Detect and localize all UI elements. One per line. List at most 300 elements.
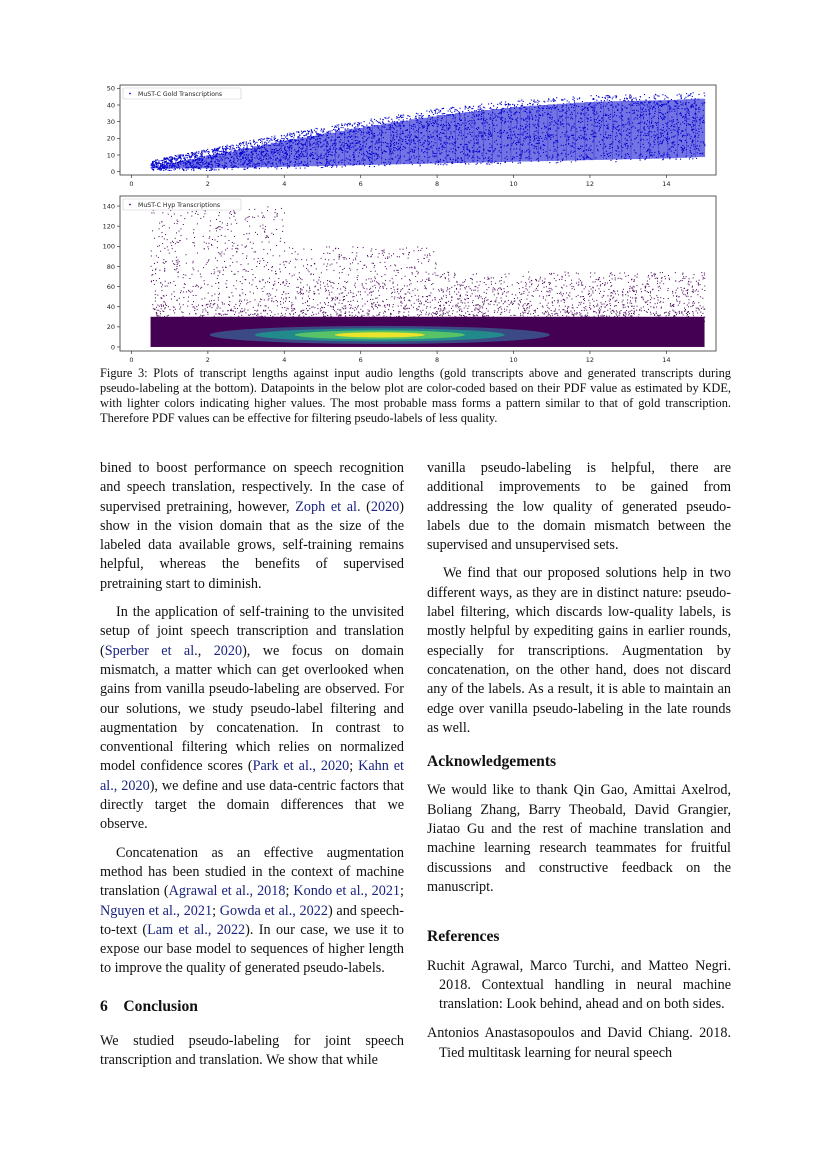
- data-point: [227, 145, 228, 146]
- data-point: [374, 265, 375, 266]
- data-point: [242, 142, 243, 143]
- density-cell: [298, 138, 308, 167]
- data-point: [591, 95, 592, 96]
- data-point: [401, 115, 402, 116]
- data-point: [327, 166, 328, 167]
- data-point: [397, 121, 398, 122]
- x-tick-label: 0: [129, 356, 134, 364]
- data-point: [582, 285, 583, 286]
- data-point: [217, 151, 218, 152]
- data-point: [167, 162, 168, 163]
- data-point: [222, 302, 223, 303]
- density-cell: [215, 154, 225, 169]
- data-point: [471, 290, 472, 291]
- data-point: [313, 314, 314, 315]
- data-point: [432, 274, 433, 275]
- data-point: [333, 270, 334, 271]
- data-point: [402, 319, 403, 320]
- data-point: [693, 301, 694, 302]
- data-point: [378, 122, 379, 123]
- x-tick-label: 2: [205, 180, 210, 188]
- data-point: [446, 312, 447, 313]
- data-point: [169, 309, 170, 310]
- data-point: [640, 96, 641, 97]
- data-point: [384, 165, 385, 166]
- data-point: [211, 300, 212, 301]
- data-point: [250, 301, 251, 302]
- data-point: [431, 284, 432, 285]
- data-point: [464, 319, 465, 320]
- data-point: [696, 308, 697, 309]
- data-point: [497, 163, 498, 164]
- data-point: [289, 313, 290, 314]
- data-point: [358, 320, 359, 321]
- data-point: [432, 283, 433, 284]
- data-point: [440, 164, 441, 165]
- data-point: [274, 136, 275, 137]
- data-point: [624, 100, 625, 101]
- data-point: [523, 291, 524, 292]
- data-point: [546, 312, 547, 313]
- data-point: [688, 95, 689, 96]
- data-point: [202, 153, 203, 154]
- data-point: [185, 155, 186, 156]
- data-point: [338, 127, 339, 128]
- density-cell: [169, 163, 179, 168]
- data-point: [448, 301, 449, 302]
- data-point: [565, 321, 566, 322]
- data-point: [627, 99, 628, 100]
- data-point: [519, 322, 520, 323]
- data-point: [152, 165, 153, 166]
- data-point: [177, 158, 178, 159]
- data-point: [507, 106, 508, 107]
- data-point: [613, 97, 614, 98]
- data-point: [388, 117, 389, 118]
- data-point: [686, 93, 687, 94]
- data-point: [211, 170, 212, 171]
- data-point: [286, 138, 287, 139]
- hyp-scatter-plot: [100, 193, 730, 368]
- data-point: [328, 305, 329, 306]
- data-point: [547, 101, 548, 102]
- data-point: [458, 299, 459, 300]
- data-point: [374, 119, 375, 120]
- data-point: [362, 125, 363, 126]
- data-point: [232, 245, 233, 246]
- data-point: [692, 320, 693, 321]
- data-point: [193, 169, 194, 170]
- data-point: [221, 153, 222, 154]
- data-point: [446, 297, 447, 298]
- data-point: [384, 262, 385, 263]
- data-point: [247, 168, 248, 169]
- data-point: [226, 149, 227, 150]
- data-point: [162, 162, 163, 163]
- data-point: [221, 151, 222, 152]
- data-point: [416, 113, 417, 114]
- data-point: [470, 107, 471, 108]
- data-point: [223, 151, 224, 152]
- data-point: [444, 113, 445, 114]
- data-point: [216, 150, 217, 151]
- data-point: [302, 313, 303, 314]
- data-point: [161, 308, 162, 309]
- data-point: [246, 143, 247, 144]
- data-point: [153, 162, 154, 163]
- data-point: [369, 166, 370, 167]
- data-point: [589, 293, 590, 294]
- data-point: [316, 322, 317, 323]
- data-point: [183, 304, 184, 305]
- data-point: [666, 312, 667, 313]
- data-point: [347, 128, 348, 129]
- data-point: [170, 160, 171, 161]
- data-point: [195, 157, 196, 158]
- density-cell: [695, 99, 705, 157]
- data-point: [199, 156, 200, 157]
- data-point: [182, 320, 183, 321]
- data-point: [574, 102, 575, 103]
- data-point: [294, 275, 295, 276]
- data-point: [428, 279, 429, 280]
- data-point: [501, 300, 502, 301]
- data-point: [556, 280, 557, 281]
- data-point: [593, 98, 594, 99]
- data-point: [476, 164, 477, 165]
- density-cell: [252, 146, 262, 167]
- data-point: [545, 318, 546, 319]
- data-point: [410, 118, 411, 119]
- data-point: [164, 268, 165, 269]
- data-point: [632, 315, 633, 316]
- data-point: [462, 111, 463, 112]
- data-point: [548, 315, 549, 316]
- data-point: [529, 277, 530, 278]
- data-point: [549, 290, 550, 291]
- data-point: [514, 105, 515, 106]
- data-point: [239, 144, 240, 145]
- data-point: [343, 308, 344, 309]
- data-point: [672, 291, 673, 292]
- data-point: [316, 133, 317, 134]
- data-point: [562, 295, 563, 296]
- data-point: [172, 261, 173, 262]
- data-point: [351, 305, 352, 306]
- data-point: [311, 131, 312, 132]
- data-point: [520, 313, 521, 314]
- data-point: [459, 284, 460, 285]
- data-point: [693, 92, 694, 93]
- data-point: [231, 224, 232, 225]
- data-point: [382, 250, 383, 251]
- data-point: [622, 291, 623, 292]
- data-point: [426, 272, 427, 273]
- data-point: [451, 108, 452, 109]
- data-point: [186, 238, 187, 239]
- data-point: [543, 307, 544, 308]
- data-point: [455, 109, 456, 110]
- data-point: [475, 305, 476, 306]
- data-point: [328, 290, 329, 291]
- data-point: [271, 298, 272, 299]
- data-point: [164, 225, 165, 226]
- data-point: [250, 140, 251, 141]
- data-point: [675, 272, 676, 273]
- data-point: [276, 245, 277, 246]
- data-point: [460, 108, 461, 109]
- data-point: [202, 156, 203, 157]
- data-point: [405, 318, 406, 319]
- data-point: [440, 111, 441, 112]
- data-point: [366, 125, 367, 126]
- data-point: [657, 283, 658, 284]
- data-point: [214, 272, 215, 273]
- data-point: [348, 301, 349, 302]
- data-point: [249, 315, 250, 316]
- data-point: [512, 162, 513, 163]
- data-point: [666, 96, 667, 97]
- data-point: [331, 130, 332, 131]
- data-point: [406, 118, 407, 119]
- data-point: [345, 128, 346, 129]
- data-point: [296, 259, 297, 260]
- data-point: [276, 168, 277, 169]
- data-point: [245, 294, 246, 295]
- data-point: [496, 297, 497, 298]
- data-point: [157, 295, 158, 296]
- data-point: [206, 243, 207, 244]
- y-tick-label: 30: [106, 117, 115, 126]
- data-point: [222, 147, 223, 148]
- data-point: [358, 122, 359, 123]
- density-cell: [344, 129, 354, 165]
- data-point: [238, 145, 239, 146]
- data-point: [573, 96, 574, 97]
- data-point: [615, 161, 616, 162]
- data-point: [174, 157, 175, 158]
- data-point: [593, 281, 594, 282]
- data-point: [297, 321, 298, 322]
- data-point: [299, 136, 300, 137]
- data-point: [534, 315, 535, 316]
- data-point: [405, 293, 406, 294]
- data-point: [426, 308, 427, 309]
- data-point: [193, 306, 194, 307]
- data-point: [441, 108, 442, 109]
- data-point: [286, 319, 287, 320]
- data-point: [274, 137, 275, 138]
- data-point: [493, 105, 494, 106]
- data-point: [452, 107, 453, 108]
- data-point: [481, 104, 482, 105]
- data-point: [521, 293, 522, 294]
- data-point: [204, 150, 205, 151]
- data-point: [289, 263, 290, 264]
- data-point: [380, 123, 381, 124]
- data-point: [382, 317, 383, 318]
- data-point: [655, 274, 656, 275]
- data-point: [426, 110, 427, 111]
- data-point: [209, 170, 210, 171]
- data-point: [256, 142, 257, 143]
- data-point: [285, 137, 286, 138]
- data-point: [505, 101, 506, 102]
- data-point: [180, 157, 181, 158]
- data-point: [194, 154, 195, 155]
- data-point: [280, 264, 281, 265]
- data-point: [380, 118, 381, 119]
- data-point: [670, 304, 671, 305]
- data-point: [320, 130, 321, 131]
- data-point: [236, 145, 237, 146]
- data-point: [179, 304, 180, 305]
- data-point: [472, 108, 473, 109]
- data-point: [337, 130, 338, 131]
- data-point: [268, 138, 269, 139]
- data-point: [482, 306, 483, 307]
- data-point: [329, 281, 330, 282]
- data-point: [262, 143, 263, 144]
- data-point: [371, 119, 372, 120]
- data-point: [662, 94, 663, 95]
- data-point: [284, 242, 285, 243]
- data-point: [501, 309, 502, 310]
- data-point: [684, 98, 685, 99]
- data-point: [444, 163, 445, 164]
- data-point: [346, 321, 347, 322]
- data-point: [477, 296, 478, 297]
- data-point: [657, 297, 658, 298]
- data-point: [301, 133, 302, 134]
- data-point: [376, 281, 377, 282]
- data-point: [500, 103, 501, 104]
- data-point: [325, 312, 326, 313]
- data-point: [468, 163, 469, 164]
- data-point: [497, 104, 498, 105]
- data-point: [235, 219, 236, 220]
- data-point: [677, 301, 678, 302]
- data-point: [184, 318, 185, 319]
- data-point: [429, 115, 430, 116]
- data-point: [259, 168, 260, 169]
- density-cell: [483, 110, 493, 162]
- data-point: [291, 134, 292, 135]
- data-point: [561, 99, 562, 100]
- data-point: [601, 100, 602, 101]
- data-point: [472, 293, 473, 294]
- data-point: [489, 108, 490, 109]
- data-point: [483, 318, 484, 319]
- data-point: [650, 312, 651, 313]
- data-point: [399, 249, 400, 250]
- data-point: [574, 100, 575, 101]
- data-point: [178, 155, 179, 156]
- data-point: [350, 270, 351, 271]
- data-point: [339, 254, 340, 255]
- data-point: [466, 286, 467, 287]
- data-point: [625, 95, 626, 96]
- data-point: [586, 310, 587, 311]
- data-point: [234, 148, 235, 149]
- data-point: [154, 263, 155, 264]
- data-point: [172, 159, 173, 160]
- data-point: [419, 117, 420, 118]
- data-point: [322, 167, 323, 168]
- data-point: [321, 128, 322, 129]
- data-point: [311, 129, 312, 130]
- data-point: [458, 111, 459, 112]
- data-point: [172, 161, 173, 162]
- data-point: [563, 99, 564, 100]
- data-point: [306, 135, 307, 136]
- data-point: [168, 170, 169, 171]
- data-point: [649, 97, 650, 98]
- data-point: [446, 164, 447, 165]
- data-point: [341, 125, 342, 126]
- data-point: [341, 255, 342, 256]
- data-point: [669, 158, 670, 159]
- density-cell: [465, 112, 475, 163]
- data-point: [267, 138, 268, 139]
- data-point: [628, 282, 629, 283]
- data-point: [223, 150, 224, 151]
- data-point: [232, 242, 233, 243]
- data-point: [165, 281, 166, 282]
- data-point: [443, 164, 444, 165]
- data-point: [419, 115, 420, 116]
- data-point: [698, 94, 699, 95]
- data-point: [212, 169, 213, 170]
- data-point: [169, 157, 170, 158]
- data-point: [650, 291, 651, 292]
- data-point: [364, 165, 365, 166]
- data-point: [192, 262, 193, 263]
- x-tick-label: 12: [585, 180, 595, 188]
- data-point: [488, 319, 489, 320]
- data-point: [687, 305, 688, 306]
- data-point: [416, 116, 417, 117]
- data-point: [396, 116, 397, 117]
- data-point: [215, 319, 216, 320]
- data-point: [214, 148, 215, 149]
- data-point: [275, 140, 276, 141]
- data-point: [208, 151, 209, 152]
- data-point: [521, 105, 522, 106]
- data-point: [357, 126, 358, 127]
- data-point: [160, 311, 161, 312]
- data-point: [430, 295, 431, 296]
- data-point: [218, 169, 219, 170]
- data-point: [574, 98, 575, 99]
- data-point: [685, 97, 686, 98]
- data-point: [339, 130, 340, 131]
- data-point: [283, 302, 284, 303]
- data-point: [488, 303, 489, 304]
- data-point: [297, 137, 298, 138]
- data-point: [292, 136, 293, 137]
- density-cell: [418, 118, 428, 164]
- data-point: [229, 149, 230, 150]
- data-point: [546, 305, 547, 306]
- data-point: [657, 95, 658, 96]
- data-point: [267, 140, 268, 141]
- density-cell: [280, 141, 290, 167]
- data-point: [655, 94, 656, 95]
- data-point: [194, 158, 195, 159]
- density-cell: [520, 106, 530, 161]
- data-point: [704, 285, 705, 286]
